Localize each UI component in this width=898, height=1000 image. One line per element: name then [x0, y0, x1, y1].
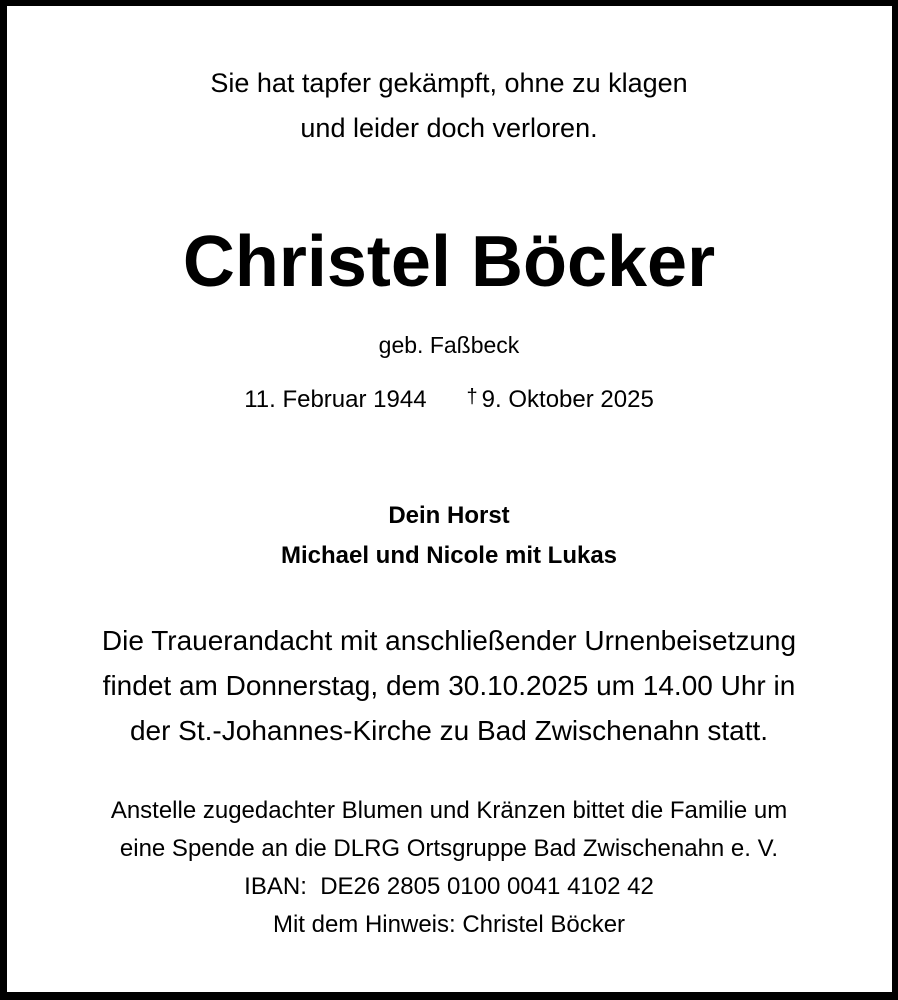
- mourner-line-2: Michael und Nicole mit Lukas: [280, 542, 618, 569]
- deceased-name: Christel Böcker: [182, 222, 716, 302]
- life-dates: [0, 386, 898, 414]
- cross-icon: †: [466, 386, 478, 408]
- donation-line-2: eine Spende an die DLRG Ortsgruppe Bad Zwischenahn e. V.: [119, 835, 779, 862]
- death-date: 9. Oktober 2025: [481, 386, 654, 413]
- donation-iban: IBAN: DE26 2805 0100 0041 4102 42: [244, 873, 654, 900]
- mourner-line-1: Dein Horst: [388, 502, 510, 529]
- birth-date: 11. Februar 1944: [244, 386, 427, 413]
- motto-line-1: Sie hat tapfer gekämpft, ohne zu klagen: [210, 68, 688, 98]
- service-line-2: findet am Donnerstag, dem 30.10.2025 um 14.00 Uhr in: [102, 670, 796, 701]
- birth-name: geb. Faßbeck: [378, 332, 520, 358]
- donation-line-1: Anstelle zugedachter Blumen und Kränzen bittet die Familie um: [110, 797, 788, 824]
- service-line-1: Die Trauerandacht mit anschließender Urnenbeisetzung: [101, 625, 797, 656]
- donation-reference: Mit dem Hinweis: Christel Böcker: [272, 911, 626, 938]
- service-line-3: der St.-Johannes-Kirche zu Bad Zwischenahn statt.: [129, 715, 769, 746]
- motto-line-2: und leider doch verloren.: [300, 113, 598, 143]
